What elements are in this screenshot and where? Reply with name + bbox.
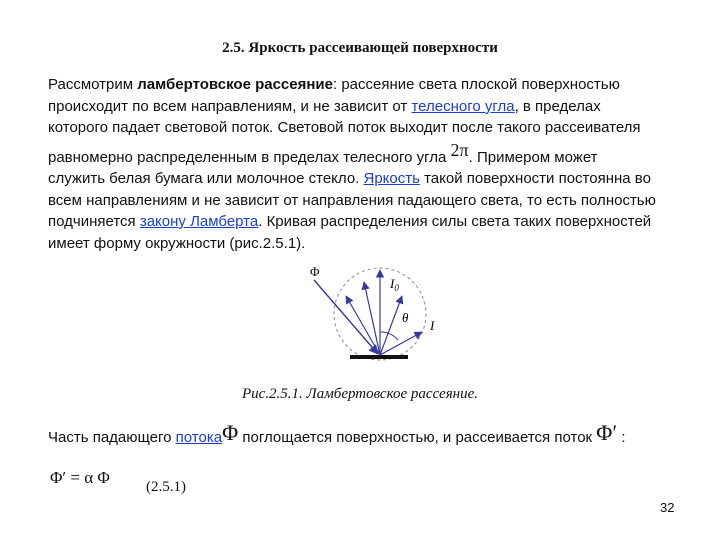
text: : [617, 429, 626, 446]
line-1 [48, 74, 698, 96]
phi-label: Φ [310, 264, 320, 279]
line-5 [48, 168, 698, 190]
theta-label: θ [402, 310, 409, 325]
text: поглощается поверхностью, и рассеивается поток [238, 429, 597, 446]
scattered-ray [346, 296, 380, 355]
math-phi-prime: Φ′ [596, 420, 618, 445]
link-lambert-law[interactable]: закону Ламберта [139, 213, 259, 230]
equation-formula: Φ′ = α Φ [50, 468, 110, 487]
line-4 [48, 139, 698, 169]
text: происходит по всем направлениям, и не зависит от [48, 97, 412, 115]
text: такой поверхности постоянна во [419, 170, 651, 187]
text: подчиняется [48, 213, 140, 230]
text: : рассеяние света плоской поверхностью [332, 76, 620, 93]
scattered-ray [380, 296, 402, 355]
section-title: 2.5. Яркость рассеивающей поверхности [222, 40, 498, 56]
text: равномерно распределенным в пределах телесного угла [48, 148, 451, 166]
line-6: всем направлениям и не зависит от направления падающего света, то есть полностью [48, 191, 656, 209]
lambert-diagram [292, 262, 452, 372]
i0-label: $I_0$ [390, 276, 399, 293]
figure-caption: Рис.2.5.1. Ламбертовское рассеяние. [241, 386, 479, 402]
text: Часть падающего [48, 429, 176, 446]
i-label: I [430, 318, 435, 333]
text: . Примером может [468, 148, 598, 166]
text: , в пределах [514, 97, 601, 115]
page-number: 32 [660, 500, 675, 515]
link-solid-angle[interactable]: телесного угла [411, 97, 515, 115]
text: . Кривая распределения силы света таких поверхностей [258, 213, 652, 230]
incident-ray [314, 280, 378, 354]
line-7 [48, 211, 698, 233]
link-brightness[interactable]: Яркость [363, 170, 420, 187]
line-3: которого падает световой поток. Световой поток выходит после такого рассеивателя [48, 119, 641, 136]
math-2pi: 2π [450, 139, 469, 160]
text: служить белая бумага или молочное стекло. [48, 170, 364, 187]
equation-number: (2.5.1) [146, 479, 186, 495]
link-flux[interactable]: потока [175, 429, 223, 446]
theta-arc [380, 332, 398, 340]
text: Рассмотрим [48, 76, 138, 93]
bold-term: ламбертовское рассеяние [137, 76, 333, 93]
line-2 [48, 96, 698, 118]
surface [350, 355, 408, 359]
paragraph-1 [48, 74, 698, 254]
line-8: имеет форму окружности (рис.2.5.1). [48, 234, 306, 252]
scattered-ray [364, 282, 380, 355]
math-phi: Φ [222, 420, 239, 445]
paragraph-2 [48, 420, 698, 449]
